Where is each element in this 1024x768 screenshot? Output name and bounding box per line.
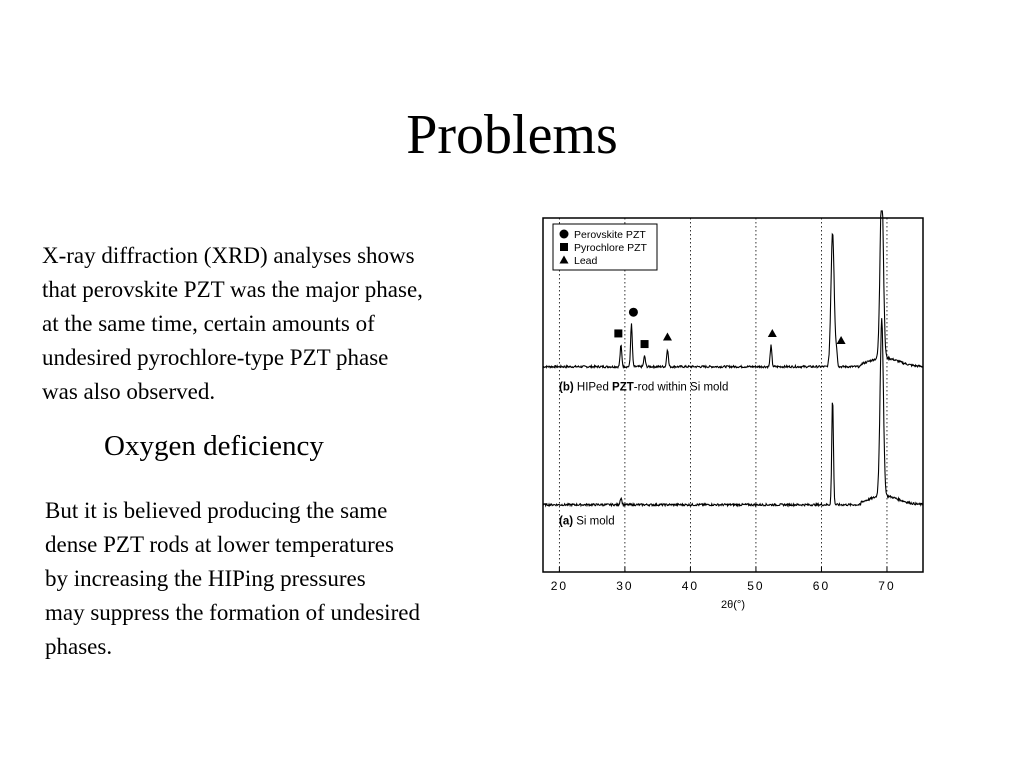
subheading-oxygen-deficiency: Oxygen deficiency <box>104 430 324 462</box>
legend-label: Lead <box>574 255 598 267</box>
legend-label: Pyrochlore PZT <box>574 242 647 254</box>
slide-title: Problems <box>406 104 618 166</box>
paragraph-line: But it is believed producing the same <box>45 498 388 523</box>
peak-marker-triangle <box>768 329 777 337</box>
series-label: (a) Si mold <box>559 515 615 528</box>
x-tick-label: 30 <box>616 579 634 593</box>
paragraph-line: by increasing the HIPing pressures <box>45 566 366 591</box>
legend-label: Perovskite PZT <box>574 229 646 241</box>
paragraph-line: at the same time, certain amounts of <box>42 311 375 336</box>
x-tick-label: 60 <box>812 579 831 593</box>
peak-marker-triangle <box>837 336 846 344</box>
paragraph-line: was also observed. <box>42 379 216 404</box>
paragraph-hiping-pressure <box>45 494 420 664</box>
paragraph-line: that perovskite PZT was the major phase, <box>42 277 423 302</box>
x-tick-label: 50 <box>747 579 765 593</box>
paragraph-line: X-ray diffraction (XRD) analyses shows <box>42 243 415 268</box>
peak-marker-square <box>614 329 622 337</box>
x-axis-label: 2θ(°) <box>721 599 745 611</box>
peak-marker-circle <box>629 308 638 317</box>
paragraph-line: phases. <box>45 634 113 659</box>
xrd-chart-svg <box>528 210 938 620</box>
x-tick-label: 40 <box>681 579 700 593</box>
xrd-chart <box>528 210 938 620</box>
legend-circle-marker <box>560 230 569 239</box>
peak-marker-triangle <box>663 332 672 340</box>
series-line-a <box>543 318 923 506</box>
x-tick-label: 20 <box>550 579 569 593</box>
paragraph-line: undesired pyrochlore-type PZT phase <box>42 345 389 370</box>
paragraph-xrd-analysis <box>42 239 423 409</box>
legend-square-marker <box>560 243 568 251</box>
paragraph-line: may suppress the formation of undesired <box>45 600 420 625</box>
peak-marker-square <box>641 340 649 348</box>
series-label: (b) HIPed PZT-rod within Si mold <box>559 381 729 394</box>
x-tick-label: 70 <box>878 579 896 593</box>
paragraph-line: dense PZT rods at lower temperatures <box>45 532 394 557</box>
